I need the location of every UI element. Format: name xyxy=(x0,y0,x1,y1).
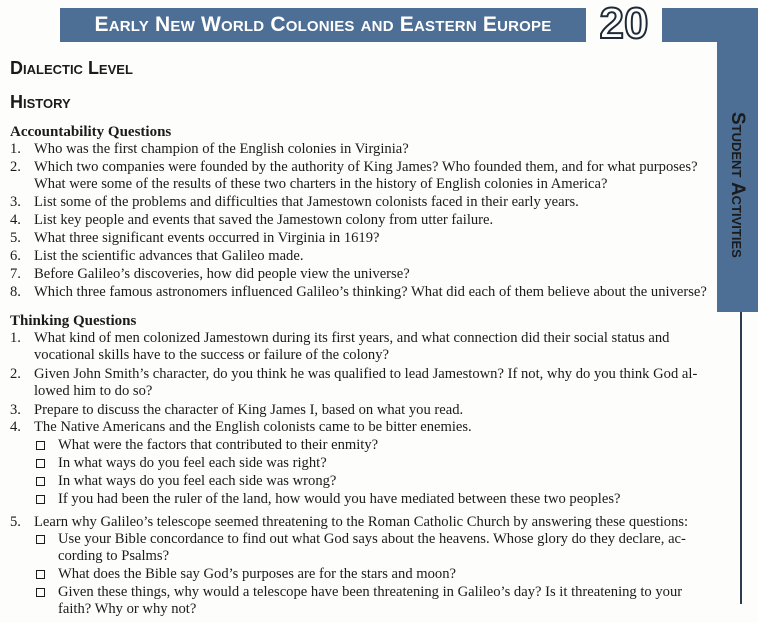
sub-question-text: Use your Bible concordance to find out what God says about the heavens. Whose glory do they declare, ac- xyxy=(58,531,686,547)
question-text: What three significant events occurred in Virginia in 1619? xyxy=(34,230,380,246)
side-rule xyxy=(740,312,742,604)
question-text: Prepare to discuss the character of King James I, based on what you read. xyxy=(34,402,464,418)
accountability-heading: Accountability Questions xyxy=(10,124,172,140)
question-text: What were some of the results of these two charters in the history of English colonies in America? xyxy=(34,176,608,192)
question-text: Which three famous astronomers influenced Galileo’s thinking? What did each of them believe about the universe? xyxy=(34,284,707,300)
checkbox-icon xyxy=(36,570,45,579)
chapter-title: Early New World Colonies and Eastern Europe xyxy=(94,13,552,36)
question-text: vocational skills have to the success or failure of the colony? xyxy=(34,347,390,363)
question-text: List the scientific advances that Galileo made. xyxy=(34,248,304,264)
question-text: Learn why Galileo’s telescope seemed threatening to the Roman Catholic Church by answering these questions: xyxy=(34,514,689,530)
checkbox-icon xyxy=(36,477,45,486)
question-number: 2. xyxy=(10,159,21,175)
sub-question-text: What were the factors that contributed to their enmity? xyxy=(58,437,379,453)
question-text: Who was the first champion of the English colonies in Virginia? xyxy=(34,141,409,157)
checkbox-icon xyxy=(36,441,45,450)
question-number: 7. xyxy=(10,266,21,282)
checkbox-icon xyxy=(36,459,45,468)
checkbox-icon xyxy=(36,535,45,544)
level-heading: Dialectic Level xyxy=(10,58,133,78)
question-text: The Native Americans and the English colonists came to be bitter enemies. xyxy=(34,419,472,435)
question-number: 4. xyxy=(10,212,21,228)
sub-question-text: faith? Why or why not? xyxy=(58,601,197,617)
question-number: 8. xyxy=(10,284,21,300)
question-text: Given John Smith’s character, do you think he was qualified to lead Jamestown? If not, why do you think God al- xyxy=(34,366,698,382)
question-number: 4. xyxy=(10,419,21,435)
sub-question-text: Given these things, why would a telescope have been threatening in Galileo’s day? Is it threatening to your xyxy=(58,584,683,600)
question-number: 3. xyxy=(10,194,21,210)
header-bar-right xyxy=(662,8,758,42)
sub-question-text: cording to Psalms? xyxy=(58,548,170,564)
question-text: List some of the problems and difficulties that Jamestown colonists faced in their early years. xyxy=(34,194,579,210)
subject-heading: History xyxy=(10,92,71,112)
question-text: What kind of men colonized Jamestown during its first years, and what connection did their social status and xyxy=(34,330,670,346)
checkbox-icon xyxy=(36,495,45,504)
checkbox-icon xyxy=(36,588,45,597)
sub-question-text: In what ways do you feel each side was right? xyxy=(58,455,327,471)
question-text: Before Galileo’s discoveries, how did people view the universe? xyxy=(34,266,410,282)
question-text: lowed him to do so? xyxy=(34,383,153,399)
question-number: 1. xyxy=(10,330,21,346)
sub-question-text: What does the Bible say God’s purposes are for the stars and moon? xyxy=(58,566,456,582)
question-text: List key people and events that saved the Jamestown colony from utter failure. xyxy=(34,212,494,228)
side-tab-label: Student Activities xyxy=(727,112,748,258)
question-number: 5. xyxy=(10,514,21,530)
sub-question-text: If you had been the ruler of the land, how would you have mediated between these two peoples? xyxy=(58,491,621,507)
question-number: 3. xyxy=(10,402,21,418)
question-number: 6. xyxy=(10,248,21,264)
question-number: 1. xyxy=(10,141,21,157)
question-number: 5. xyxy=(10,230,21,246)
thinking-heading: Thinking Questions xyxy=(10,313,137,329)
chapter-number: 20 xyxy=(599,0,649,48)
question-number: 2. xyxy=(10,366,21,382)
question-text: Which two companies were founded by the authority of King James? Who founded them, and for what purposes? xyxy=(34,159,698,175)
sub-question-text: In what ways do you feel each side was wrong? xyxy=(58,473,337,489)
